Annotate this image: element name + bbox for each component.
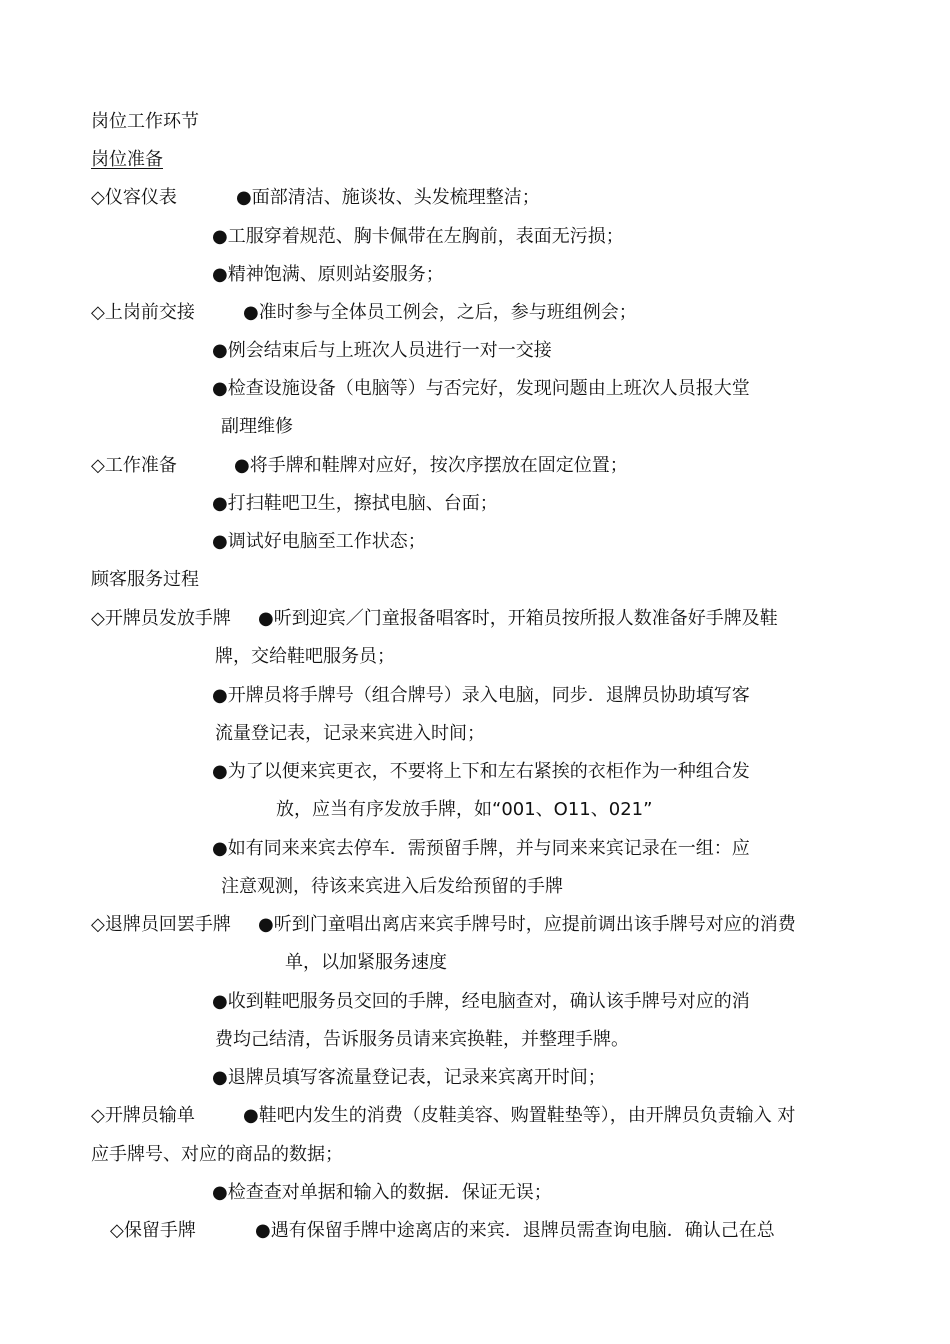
section-title-service: 顾客服务过程	[91, 569, 199, 590]
doc-heading: 岗位工作环节	[91, 111, 199, 132]
bullet-line: ●检查设施设备（电脑等）与否完好，发现问题由上班次人员报大堂	[212, 378, 750, 399]
continuation-line: 费均己结清，告诉服务员请来宾换鞋，并整理手牌。	[215, 1029, 629, 1050]
bullet-line: ●鞋吧内发生的消费（皮鞋美容、购置鞋垫等），由开牌员负责输入 对	[243, 1105, 796, 1126]
item-label-appearance: ◇仪容仪表	[91, 187, 177, 208]
bullet-line: ●工服穿着规范、胸卡佩带在左胸前，表面无污损；	[212, 226, 624, 247]
bullet-line: ●开牌员将手牌号（组合牌号）录入电脑，同步．退牌员协助填写客	[212, 685, 750, 706]
continuation-line: 放，应当有序发放手牌，如“001、O11、021”	[276, 799, 653, 820]
continuation-line: 单，以加紧服务速度	[285, 952, 447, 973]
continuation-line: 副理维修	[221, 416, 293, 437]
item-label-issue-tags: ◇开牌员发放手牌	[91, 608, 231, 629]
item-label-handover: ◇上岗前交接	[91, 302, 195, 323]
bullet-line: ●遇有保留手牌中途离店的来宾．退牌员需查询电脑．确认己在总	[255, 1220, 775, 1241]
bullet-line: ●如有同来来宾去停车．需预留手牌，并与同来来宾记录在一组：应	[212, 838, 750, 859]
bullet-line: ●将手牌和鞋牌对应好，按次序摆放在固定位置；	[234, 455, 628, 476]
bullet-line: ●收到鞋吧服务员交回的手牌，经电脑查对，确认该手牌号对应的消	[212, 991, 750, 1012]
bullet-line: ●调试好电脑至工作状态；	[212, 531, 426, 552]
bullet-line: ●例会结束后与上班次人员进行一对一交接	[212, 340, 552, 361]
continuation-line: 流量登记表，记录来宾进入时间；	[215, 723, 485, 744]
bullet-line: ●为了以便来宾更衣，不要将上下和左右紧挨的衣柜作为一种组合发	[212, 761, 750, 782]
bullet-line: ●打扫鞋吧卫生，擦拭电脑、台面；	[212, 493, 498, 514]
bullet-line: ●准时参与全体员工例会，之后，参与班组例会；	[243, 302, 637, 323]
bullet-line: ●退牌员填写客流量登记表，记录来宾离开时间；	[212, 1067, 606, 1088]
item-label-return-tags: ◇退牌员回罢手牌	[91, 914, 231, 935]
item-label-reserve-tags: ◇保留手牌	[110, 1220, 196, 1241]
bullet-line: ●检查查对单据和输入的数据．保证无误；	[212, 1182, 552, 1203]
continuation-line: 牌，交给鞋吧服务员；	[215, 646, 395, 667]
continuation-line: 应手牌号、对应的商品的数据；	[91, 1144, 343, 1165]
bullet-line: ●面部清洁、施谈妆、头发梳理整洁；	[236, 187, 540, 208]
bullet-line: ●听到门童唱出离店来宾手牌号时，应提前调出该手牌号对应的消费	[258, 914, 796, 935]
item-label-input-orders: ◇开牌员输单	[91, 1105, 195, 1126]
bullet-line: ●精神饱满、原则站姿服务；	[212, 264, 444, 285]
continuation-line: 注意观测，待该来宾进入后发给预留的手牌	[221, 876, 563, 897]
bullet-line: ●听到迎宾／门童报备唱客时，开箱员按所报人数准备好手牌及鞋	[258, 608, 778, 629]
item-label-work-prep: ◇工作准备	[91, 455, 177, 476]
section-title-preparation: 岗位准备	[91, 149, 163, 170]
